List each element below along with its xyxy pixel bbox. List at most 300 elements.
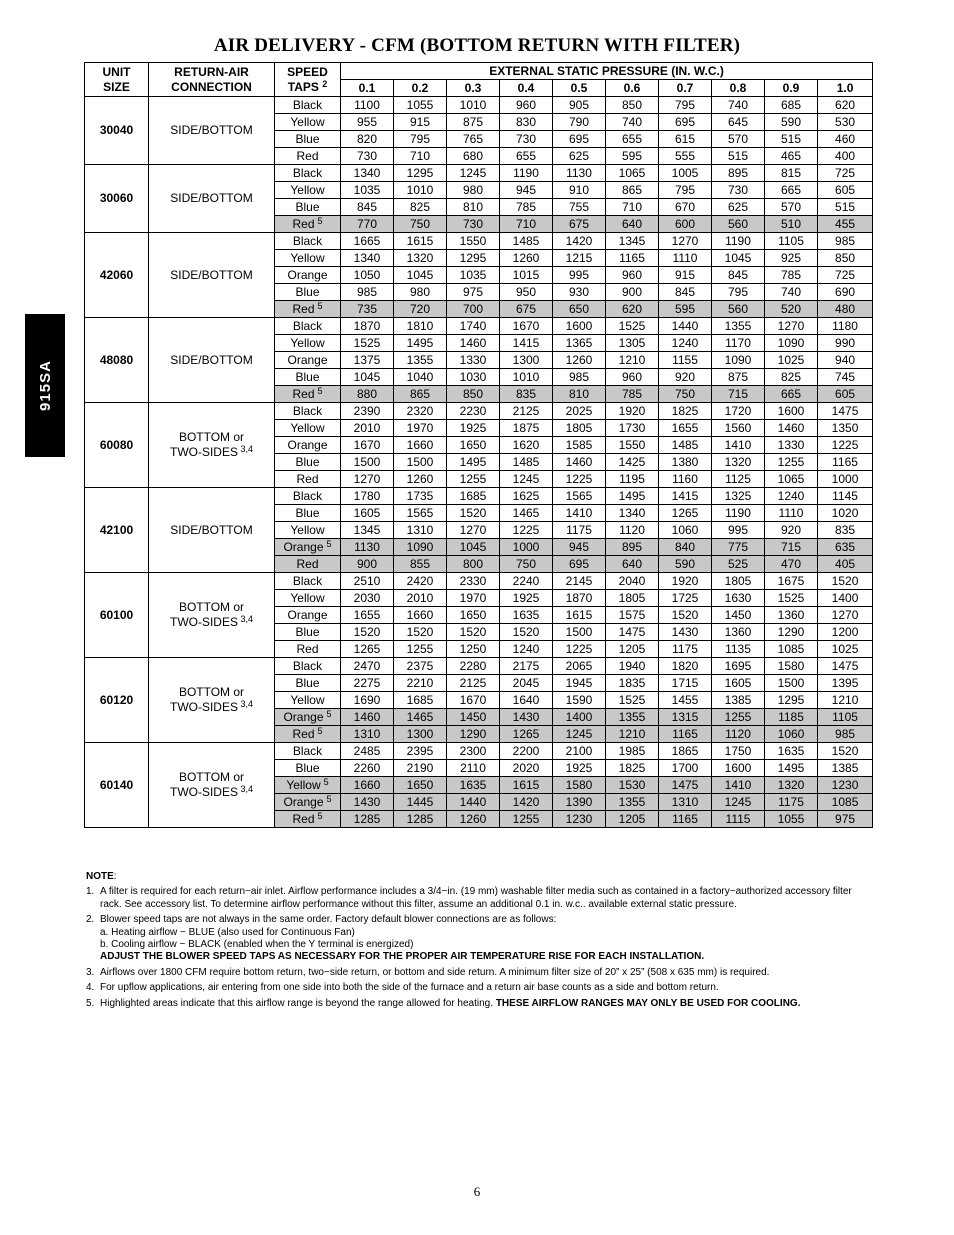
cfm-cell: 2145 <box>553 573 606 590</box>
cfm-cell: 1010 <box>394 182 447 199</box>
return-air-footnote: 3,4 <box>237 784 253 794</box>
speed-tap-label: Red <box>296 471 319 486</box>
cfm-cell: 1210 <box>818 692 873 709</box>
note-2b-text: b. Cooling airflow − BLACK (enabled when the Y terminal is energized) <box>100 939 414 951</box>
cfm-cell: 835 <box>500 386 553 403</box>
cfm-cell: 595 <box>606 148 659 165</box>
table-row <box>85 97 873 114</box>
cfm-cell: 1585 <box>553 437 606 454</box>
speed-tap-label: Black <box>292 403 323 418</box>
cfm-cell: 855 <box>394 556 447 573</box>
cfm-cell: 1230 <box>553 811 606 828</box>
speed-tap-cell <box>275 607 341 624</box>
cfm-cell: 2470 <box>341 658 394 675</box>
speed-tap-label: Orange <box>287 437 328 452</box>
cfm-cell: 1580 <box>765 658 818 675</box>
cfm-cell: 2065 <box>553 658 606 675</box>
speed-tap-cell <box>275 811 341 828</box>
cfm-cell: 1100 <box>341 97 394 114</box>
cfm-cell: 795 <box>394 131 447 148</box>
cfm-cell: 1030 <box>447 369 500 386</box>
speed-tap-label: Black <box>292 743 323 758</box>
unit-size-cell: 42100 <box>85 488 149 573</box>
cfm-cell: 1345 <box>606 233 659 250</box>
cfm-cell: 1520 <box>818 573 873 590</box>
speed-tap-label: Red <box>292 216 315 231</box>
cfm-cell: 1190 <box>712 233 765 250</box>
cfm-cell: 1550 <box>447 233 500 250</box>
return-air-text: SIDE/BOTTOM <box>170 522 253 537</box>
cfm-cell: 1670 <box>341 437 394 454</box>
cfm-cell: 1525 <box>606 318 659 335</box>
cfm-cell: 2100 <box>553 743 606 760</box>
cfm-cell: 675 <box>553 216 606 233</box>
cfm-cell: 665 <box>765 386 818 403</box>
speed-tap-label: Blue <box>295 505 320 520</box>
speed-tap-cell <box>275 437 341 454</box>
pressure-header: 0.6 <box>606 80 659 97</box>
cfm-cell: 1415 <box>659 488 712 505</box>
cfm-cell: 1225 <box>553 641 606 658</box>
cfm-cell: 1245 <box>500 471 553 488</box>
cfm-cell: 880 <box>341 386 394 403</box>
cfm-cell: 770 <box>341 216 394 233</box>
cfm-cell: 530 <box>818 114 873 131</box>
speed-tap-label: Red <box>292 726 315 741</box>
cfm-cell: 1460 <box>447 335 500 352</box>
cfm-cell: 845 <box>341 199 394 216</box>
cfm-cell: 985 <box>818 233 873 250</box>
cfm-cell: 1205 <box>606 641 659 658</box>
cfm-cell: 520 <box>765 301 818 318</box>
return-air-footnote: 3,4 <box>237 699 253 709</box>
cfm-cell: 1180 <box>818 318 873 335</box>
cfm-cell: 1475 <box>818 403 873 420</box>
cfm-cell: 710 <box>394 148 447 165</box>
cfm-cell: 1400 <box>818 590 873 607</box>
return-air-text: BOTTOM or <box>178 600 245 614</box>
cfm-cell: 1295 <box>447 250 500 267</box>
cfm-cell: 1650 <box>394 777 447 794</box>
cfm-cell: 1465 <box>394 709 447 726</box>
cfm-cell: 1565 <box>394 505 447 522</box>
cfm-cell: 915 <box>659 267 712 284</box>
cfm-cell: 1460 <box>341 709 394 726</box>
cfm-cell: 795 <box>712 284 765 301</box>
cfm-cell: 730 <box>712 182 765 199</box>
unit-size-cell: 42060 <box>85 233 149 318</box>
speed-taps-header <box>275 63 341 97</box>
cfm-cell: 515 <box>712 148 765 165</box>
cfm-cell: 1460 <box>765 420 818 437</box>
cfm-cell: 1475 <box>606 624 659 641</box>
cfm-cell: 2275 <box>341 675 394 692</box>
cfm-cell: 930 <box>553 284 606 301</box>
cfm-cell: 570 <box>712 131 765 148</box>
cfm-cell: 1375 <box>341 352 394 369</box>
note-1-text: A filter is required for each return−air inlet. Airflow performance includes a 3/4−in. (19 mm) washable filter media such as contained in a factory−authorized accessory filter rack. See accessory list. To determine airflow performance without this filter, assume an additional 0.1 in. w.c.. available external static pressure. <box>100 886 852 910</box>
cfm-cell: 1045 <box>712 250 765 267</box>
cfm-cell: 1485 <box>500 233 553 250</box>
cfm-cell: 980 <box>447 182 500 199</box>
cfm-cell: 1145 <box>818 488 873 505</box>
cfm-cell: 1865 <box>659 743 712 760</box>
cfm-cell: 2030 <box>341 590 394 607</box>
cfm-cell: 2175 <box>500 658 553 675</box>
cfm-cell: 775 <box>712 539 765 556</box>
cfm-cell: 955 <box>341 114 394 131</box>
speed-tap-label: Yellow <box>290 522 325 537</box>
cfm-cell: 2190 <box>394 760 447 777</box>
cfm-cell: 1810 <box>394 318 447 335</box>
cfm-cell: 1105 <box>765 233 818 250</box>
return-air-cell <box>149 743 275 828</box>
cfm-cell: 1175 <box>659 641 712 658</box>
speed-tap-label: Yellow <box>290 250 325 265</box>
cfm-cell: 1165 <box>818 454 873 471</box>
table-row <box>85 165 873 182</box>
speed-tap-label: Black <box>292 233 323 248</box>
speed-tap-footnote: 5 <box>317 385 323 396</box>
cfm-cell: 2040 <box>606 573 659 590</box>
cfm-cell: 815 <box>765 165 818 182</box>
cfm-cell: 1600 <box>712 760 765 777</box>
return-air-text: TWO-SIDES <box>169 785 238 799</box>
speed-tap-label: Black <box>292 573 323 588</box>
cfm-cell: 1355 <box>606 794 659 811</box>
speed-tap-cell <box>275 794 341 811</box>
cfm-cell: 765 <box>447 131 500 148</box>
cfm-cell: 1255 <box>500 811 553 828</box>
note-2-number: 2. <box>86 914 95 926</box>
cfm-cell: 1005 <box>659 165 712 182</box>
return-air-header-line1: RETURN-AIR <box>174 64 249 79</box>
cfm-cell: 2510 <box>341 573 394 590</box>
cfm-cell: 995 <box>553 267 606 284</box>
speed-tap-footnote: 5 <box>317 725 323 736</box>
cfm-cell: 895 <box>606 539 659 556</box>
cfm-cell: 2320 <box>394 403 447 420</box>
cfm-cell: 1010 <box>500 369 553 386</box>
cfm-cell: 1110 <box>659 250 712 267</box>
cfm-cell: 1925 <box>500 590 553 607</box>
cfm-cell: 460 <box>818 131 873 148</box>
cfm-cell: 405 <box>818 556 873 573</box>
cfm-cell: 1475 <box>818 658 873 675</box>
note-5-number: 5. <box>86 997 95 1009</box>
table-row <box>85 233 873 250</box>
cfm-cell: 1230 <box>818 777 873 794</box>
cfm-cell: 1295 <box>765 692 818 709</box>
cfm-cell: 1105 <box>818 709 873 726</box>
cfm-cell: 1450 <box>712 607 765 624</box>
cfm-cell: 1265 <box>659 505 712 522</box>
unit-size-header-line1: UNIT <box>102 64 131 79</box>
cfm-cell: 1565 <box>553 488 606 505</box>
note-2a-text: a. Heating airflow − BLUE (also used for Continuous Fan) <box>100 926 355 938</box>
speed-tap-cell <box>275 471 341 488</box>
return-air-cell <box>149 488 275 573</box>
cfm-cell: 1925 <box>447 420 500 437</box>
unit-size-cell: 30040 <box>85 97 149 165</box>
unit-size-header-line2: SIZE <box>103 79 130 94</box>
note-5-emphasis: THESE AIRFLOW RANGES MAY ONLY BE USED FOR COOLING. <box>495 997 801 1009</box>
cfm-cell: 1420 <box>553 233 606 250</box>
speed-tap-label: Black <box>292 165 323 180</box>
speed-tap-cell <box>275 658 341 675</box>
cfm-cell: 1245 <box>712 794 765 811</box>
cfm-cell: 1340 <box>341 250 394 267</box>
speed-tap-label: Yellow <box>290 114 325 129</box>
table-row <box>85 403 873 420</box>
cfm-cell: 725 <box>818 267 873 284</box>
cfm-cell: 1090 <box>712 352 765 369</box>
cfm-cell: 1600 <box>765 403 818 420</box>
cfm-cell: 1165 <box>659 726 712 743</box>
cfm-cell: 740 <box>606 114 659 131</box>
cfm-cell: 2010 <box>394 590 447 607</box>
return-air-text: BOTTOM or <box>178 685 245 699</box>
return-air-cell <box>149 573 275 658</box>
cfm-cell: 1350 <box>818 420 873 437</box>
cfm-cell: 1495 <box>447 454 500 471</box>
return-air-text: SIDE/BOTTOM <box>170 191 253 205</box>
note-4-text: For upflow applications, air entering from one side into both the side of the furnace and a return air base counts as a side and bottom return. <box>100 982 719 994</box>
cfm-cell: 1040 <box>394 369 447 386</box>
speed-tap-cell <box>275 726 341 743</box>
speed-tap-cell <box>275 318 341 335</box>
cfm-cell: 1035 <box>447 267 500 284</box>
cfm-cell: 635 <box>818 539 873 556</box>
cfm-cell: 1675 <box>765 573 818 590</box>
cfm-cell: 1735 <box>394 488 447 505</box>
cfm-cell: 825 <box>394 199 447 216</box>
cfm-cell: 1255 <box>394 641 447 658</box>
cfm-cell: 920 <box>765 522 818 539</box>
cfm-cell: 1750 <box>712 743 765 760</box>
cfm-cell: 1210 <box>606 726 659 743</box>
cfm-cell: 1805 <box>606 590 659 607</box>
speed-tap-cell <box>275 97 341 114</box>
cfm-cell: 1360 <box>765 607 818 624</box>
speed-tap-cell <box>275 488 341 505</box>
return-air-text: TWO-SIDES <box>169 615 238 629</box>
cfm-cell: 1700 <box>659 760 712 777</box>
cfm-cell: 785 <box>606 386 659 403</box>
cfm-cell: 700 <box>447 301 500 318</box>
cfm-cell: 1340 <box>341 165 394 182</box>
cfm-cell: 1045 <box>341 369 394 386</box>
cfm-cell: 570 <box>765 199 818 216</box>
esp-header: EXTERNAL STATIC PRESSURE (IN. W.C.) <box>341 63 873 80</box>
speed-tap-label: Orange <box>287 607 328 622</box>
speed-tap-footnote: 5 <box>326 538 332 549</box>
note-4-number: 4. <box>86 982 95 994</box>
cfm-cell: 1290 <box>447 726 500 743</box>
cfm-cell: 945 <box>500 182 553 199</box>
cfm-cell: 1430 <box>341 794 394 811</box>
cfm-cell: 1520 <box>447 505 500 522</box>
cfm-cell: 1520 <box>818 743 873 760</box>
cfm-cell: 620 <box>606 301 659 318</box>
cfm-cell: 1025 <box>818 641 873 658</box>
speed-tap-cell <box>275 403 341 420</box>
cfm-cell: 1695 <box>712 658 765 675</box>
return-air-cell <box>149 658 275 743</box>
cfm-cell: 1115 <box>712 811 765 828</box>
cfm-cell: 785 <box>500 199 553 216</box>
speed-tap-label: Yellow <box>286 777 321 792</box>
cfm-cell: 1255 <box>712 709 765 726</box>
unit-size-cell: 60080 <box>85 403 149 488</box>
cfm-cell: 740 <box>712 97 765 114</box>
cfm-cell: 865 <box>394 386 447 403</box>
cfm-cell: 920 <box>659 369 712 386</box>
note-5 <box>86 998 871 1010</box>
cfm-cell: 1240 <box>659 335 712 352</box>
cfm-cell: 1590 <box>553 692 606 709</box>
return-air-cell <box>149 97 275 165</box>
cfm-cell: 1620 <box>500 437 553 454</box>
speed-tap-cell <box>275 590 341 607</box>
cfm-cell: 510 <box>765 216 818 233</box>
cfm-cell: 470 <box>765 556 818 573</box>
cfm-cell: 1245 <box>553 726 606 743</box>
return-air-cell <box>149 165 275 233</box>
cfm-cell: 850 <box>606 97 659 114</box>
return-air-cell <box>149 233 275 318</box>
cfm-cell: 590 <box>659 556 712 573</box>
table-row <box>85 318 873 335</box>
speed-tap-label: Red <box>292 811 315 826</box>
speed-tap-label: Yellow <box>290 420 325 435</box>
cfm-cell: 640 <box>606 556 659 573</box>
cfm-cell: 960 <box>500 97 553 114</box>
cfm-cell: 1185 <box>765 709 818 726</box>
cfm-cell: 655 <box>500 148 553 165</box>
cfm-cell: 1970 <box>447 590 500 607</box>
cfm-cell: 730 <box>341 148 394 165</box>
cfm-cell: 1170 <box>712 335 765 352</box>
cfm-cell: 1130 <box>341 539 394 556</box>
cfm-cell: 840 <box>659 539 712 556</box>
cfm-cell: 600 <box>659 216 712 233</box>
speed-tap-footnote: 5 <box>326 793 332 804</box>
cfm-cell: 790 <box>553 114 606 131</box>
cfm-cell: 845 <box>712 267 765 284</box>
pressure-header: 0.4 <box>500 80 553 97</box>
pressure-header: 1.0 <box>818 80 873 97</box>
cfm-cell: 1600 <box>553 318 606 335</box>
cfm-cell: 1135 <box>712 641 765 658</box>
cfm-cell: 1580 <box>553 777 606 794</box>
speed-tap-label: Blue <box>295 284 320 299</box>
cfm-cell: 2395 <box>394 743 447 760</box>
cfm-cell: 1820 <box>659 658 712 675</box>
return-air-text: SIDE/BOTTOM <box>170 352 253 367</box>
cfm-cell: 1475 <box>659 777 712 794</box>
cfm-cell: 2230 <box>447 403 500 420</box>
cfm-cell: 1325 <box>712 488 765 505</box>
speed-tap-cell <box>275 369 341 386</box>
cfm-cell: 1265 <box>500 726 553 743</box>
cfm-cell: 1625 <box>500 488 553 505</box>
cfm-cell: 2020 <box>500 760 553 777</box>
cfm-cell: 875 <box>712 369 765 386</box>
cfm-cell: 1310 <box>659 794 712 811</box>
page-number: 6 <box>473 1184 481 1199</box>
cfm-cell: 1655 <box>659 420 712 437</box>
speed-tap-cell <box>275 624 341 641</box>
cfm-cell: 1635 <box>447 777 500 794</box>
unit-size-header <box>85 63 149 97</box>
cfm-cell: 1175 <box>553 522 606 539</box>
speed-tap-cell <box>275 233 341 250</box>
cfm-cell: 605 <box>818 386 873 403</box>
cfm-cell: 785 <box>765 267 818 284</box>
cfm-cell: 1945 <box>553 675 606 692</box>
cfm-cell: 1225 <box>818 437 873 454</box>
speed-tap-footnote: 5 <box>323 776 329 787</box>
cfm-cell: 1060 <box>765 726 818 743</box>
note-3 <box>86 967 871 979</box>
speed-tap-label: Blue <box>295 624 320 639</box>
cfm-cell: 1615 <box>394 233 447 250</box>
speed-taps-header-line1: SPEED <box>287 64 328 79</box>
return-air-cell <box>149 403 275 488</box>
note-3-number: 3. <box>86 966 95 978</box>
cfm-cell: 560 <box>712 301 765 318</box>
cfm-cell: 1460 <box>553 454 606 471</box>
cfm-cell: 750 <box>500 556 553 573</box>
cfm-cell: 975 <box>818 811 873 828</box>
cfm-cell: 1355 <box>712 318 765 335</box>
return-air-text: BOTTOM or <box>178 430 245 444</box>
cfm-cell: 1650 <box>447 437 500 454</box>
cfm-cell: 1920 <box>606 403 659 420</box>
cfm-cell: 1615 <box>500 777 553 794</box>
speed-tap-cell <box>275 743 341 760</box>
note-1-number: 1. <box>86 886 95 898</box>
cfm-cell: 1525 <box>765 590 818 607</box>
cfm-cell: 1920 <box>659 573 712 590</box>
cfm-cell: 1000 <box>500 539 553 556</box>
cfm-cell: 1270 <box>765 318 818 335</box>
cfm-cell: 1520 <box>341 624 394 641</box>
cfm-cell: 1210 <box>606 352 659 369</box>
speed-tap-cell <box>275 709 341 726</box>
cfm-cell: 1330 <box>447 352 500 369</box>
notes-heading: NOTE <box>86 871 114 882</box>
cfm-cell: 1870 <box>341 318 394 335</box>
cfm-cell: 1670 <box>447 692 500 709</box>
cfm-cell: 1240 <box>765 488 818 505</box>
cfm-cell: 2300 <box>447 743 500 760</box>
cfm-cell: 1525 <box>341 335 394 352</box>
speed-tap-label: Black <box>292 97 323 112</box>
cfm-cell: 615 <box>659 131 712 148</box>
cfm-cell: 640 <box>606 216 659 233</box>
cfm-cell: 710 <box>606 199 659 216</box>
cfm-cell: 1835 <box>606 675 659 692</box>
return-air-text: TWO-SIDES <box>169 445 238 459</box>
speed-tap-cell <box>275 165 341 182</box>
cfm-cell: 670 <box>659 199 712 216</box>
cfm-cell: 675 <box>500 301 553 318</box>
cfm-cell: 945 <box>553 539 606 556</box>
speed-tap-cell <box>275 114 341 131</box>
cfm-cell: 1240 <box>500 641 553 658</box>
